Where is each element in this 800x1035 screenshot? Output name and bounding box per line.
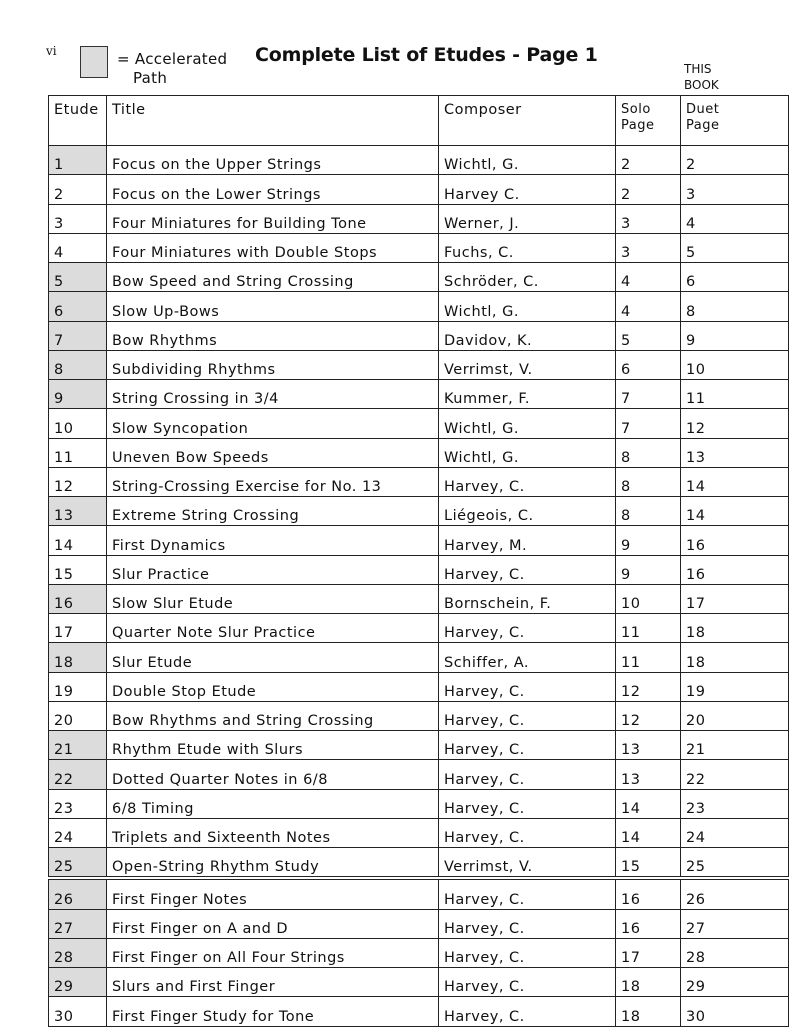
- solo-page-cell: 8: [616, 467, 681, 496]
- table-row: [49, 146, 789, 175]
- etude-title-cell: Open-String Rhythm Study: [107, 848, 439, 879]
- table-row: [49, 263, 789, 292]
- solo-page-cell: 2: [616, 146, 681, 175]
- legend-line-2: Path: [133, 69, 168, 87]
- etude-number-cell: 18: [49, 643, 107, 672]
- composer-cell: Davidov, K.: [439, 321, 616, 350]
- solo-page-cell: 12: [616, 672, 681, 701]
- solo-header-line-2: Page: [621, 118, 655, 133]
- duet-page-cell: 14: [681, 467, 789, 496]
- duet-page-cell: 14: [681, 497, 789, 526]
- etude-number-cell: 23: [49, 789, 107, 818]
- composer-cell: Harvey, C.: [439, 997, 616, 1026]
- table-row: [49, 672, 789, 701]
- solo-page-cell: 15: [616, 848, 681, 879]
- table-row: [49, 350, 789, 379]
- composer-cell: Fuchs, C.: [439, 233, 616, 262]
- page-title: Complete List of Etudes - Page 1: [255, 44, 598, 66]
- composer-cell: Harvey, C.: [439, 760, 616, 789]
- table-row: [49, 968, 789, 997]
- etude-number-cell: 8: [49, 350, 107, 379]
- etude-number-cell: 12: [49, 467, 107, 496]
- duet-page-cell: 5: [681, 233, 789, 262]
- duet-page-cell: 29: [681, 968, 789, 997]
- solo-page-cell: 2: [616, 175, 681, 204]
- etude-title-cell: Four Miniatures for Building Tone: [107, 204, 439, 233]
- etude-title-cell: String-Crossing Exercise for No. 13: [107, 467, 439, 496]
- composer-cell: Wichtl, G.: [439, 146, 616, 175]
- table-row: [49, 175, 789, 204]
- duet-page-cell: 23: [681, 789, 789, 818]
- solo-page-cell: 3: [616, 204, 681, 233]
- solo-page-cell: 4: [616, 263, 681, 292]
- etude-number-cell: 15: [49, 555, 107, 584]
- etude-title-cell: Four Miniatures with Double Stops: [107, 233, 439, 262]
- composer-cell: Liégeois, C.: [439, 497, 616, 526]
- solo-page-cell: 13: [616, 731, 681, 760]
- table-row: [49, 467, 789, 496]
- etude-number-cell: 7: [49, 321, 107, 350]
- etude-number-cell: 22: [49, 760, 107, 789]
- duet-header-line-1: Duet: [686, 102, 720, 117]
- duet-header-line-2: Page: [686, 118, 720, 133]
- composer-cell: Wichtl, G.: [439, 438, 616, 467]
- table-row: [49, 438, 789, 467]
- etude-title-cell: Slur Etude: [107, 643, 439, 672]
- duet-page-cell: 10: [681, 350, 789, 379]
- duet-page-cell: 26: [681, 878, 789, 909]
- composer-cell: Harvey, C.: [439, 818, 616, 847]
- column-header-duet-page: [681, 96, 789, 146]
- duet-page-cell: 2: [681, 146, 789, 175]
- duet-page-cell: 30: [681, 997, 789, 1026]
- solo-page-cell: 9: [616, 555, 681, 584]
- duet-page-cell: 11: [681, 380, 789, 409]
- etude-title-cell: Bow Speed and String Crossing: [107, 263, 439, 292]
- etude-title-cell: Slur Practice: [107, 555, 439, 584]
- solo-page-cell: 3: [616, 233, 681, 262]
- composer-cell: Harvey, C.: [439, 878, 616, 909]
- solo-page-cell: 7: [616, 380, 681, 409]
- solo-page-cell: 11: [616, 643, 681, 672]
- composer-cell: Schiffer, A.: [439, 643, 616, 672]
- etude-number-cell: 30: [49, 997, 107, 1026]
- etude-title-cell: Double Stop Etude: [107, 672, 439, 701]
- solo-page-cell: 16: [616, 909, 681, 938]
- composer-cell: Wichtl, G.: [439, 409, 616, 438]
- column-header-solo-page: [616, 96, 681, 146]
- duet-page-cell: 18: [681, 614, 789, 643]
- etude-title-cell: Slurs and First Finger: [107, 968, 439, 997]
- etude-number-cell: 10: [49, 409, 107, 438]
- composer-cell: Kummer, F.: [439, 380, 616, 409]
- page-number: vi: [46, 44, 57, 58]
- table-header-row: [49, 96, 789, 146]
- etude-number-cell: 21: [49, 731, 107, 760]
- etude-number-cell: 14: [49, 526, 107, 555]
- etude-number-cell: 11: [49, 438, 107, 467]
- etude-number-cell: 1: [49, 146, 107, 175]
- solo-page-cell: 11: [616, 614, 681, 643]
- duet-page-cell: 4: [681, 204, 789, 233]
- composer-cell: Harvey, C.: [439, 672, 616, 701]
- table-body: [49, 146, 789, 1027]
- duet-page-cell: 17: [681, 584, 789, 613]
- etude-title-cell: Triplets and Sixteenth Notes: [107, 818, 439, 847]
- etude-title-cell: 6/8 Timing: [107, 789, 439, 818]
- composer-cell: Harvey, M.: [439, 526, 616, 555]
- etude-title-cell: Focus on the Lower Strings: [107, 175, 439, 204]
- etude-number-cell: 25: [49, 848, 107, 879]
- etude-title-cell: String Crossing in 3/4: [107, 380, 439, 409]
- etude-title-cell: Extreme String Crossing: [107, 497, 439, 526]
- table-row: [49, 643, 789, 672]
- composer-cell: Harvey, C.: [439, 701, 616, 730]
- table-row: [49, 555, 789, 584]
- duet-page-cell: 3: [681, 175, 789, 204]
- solo-page-cell: 16: [616, 878, 681, 909]
- etude-title-cell: Dotted Quarter Notes in 6/8: [107, 760, 439, 789]
- duet-page-cell: 22: [681, 760, 789, 789]
- composer-cell: Verrimst, V.: [439, 848, 616, 879]
- solo-page-cell: 6: [616, 350, 681, 379]
- etude-title-cell: First Dynamics: [107, 526, 439, 555]
- composer-cell: Verrimst, V.: [439, 350, 616, 379]
- composer-cell: Harvey, C.: [439, 614, 616, 643]
- solo-page-cell: 18: [616, 997, 681, 1026]
- solo-page-cell: 14: [616, 789, 681, 818]
- this-book-line-1: THIS: [684, 62, 712, 76]
- table-row: [49, 321, 789, 350]
- table-row: [49, 818, 789, 847]
- solo-page-cell: 9: [616, 526, 681, 555]
- etude-number-cell: 6: [49, 292, 107, 321]
- table-row: [49, 938, 789, 967]
- composer-cell: Bornschein, F.: [439, 584, 616, 613]
- etude-number-cell: 3: [49, 204, 107, 233]
- etude-number-cell: 27: [49, 909, 107, 938]
- composer-cell: Harvey, C.: [439, 789, 616, 818]
- etude-title-cell: Bow Rhythms and String Crossing: [107, 701, 439, 730]
- solo-page-cell: 14: [616, 818, 681, 847]
- duet-page-cell: 21: [681, 731, 789, 760]
- duet-page-cell: 9: [681, 321, 789, 350]
- etude-title-cell: First Finger on All Four Strings: [107, 938, 439, 967]
- solo-page-cell: 4: [616, 292, 681, 321]
- composer-cell: Harvey, C.: [439, 909, 616, 938]
- table-row: [49, 526, 789, 555]
- duet-page-cell: 27: [681, 909, 789, 938]
- duet-page-cell: 24: [681, 818, 789, 847]
- etude-number-cell: 28: [49, 938, 107, 967]
- duet-page-cell: 18: [681, 643, 789, 672]
- table-row: [49, 848, 789, 879]
- etude-number-cell: 26: [49, 878, 107, 909]
- duet-page-cell: 28: [681, 938, 789, 967]
- composer-cell: Harvey, C.: [439, 467, 616, 496]
- legend-label: [117, 50, 227, 88]
- table-row: [49, 204, 789, 233]
- duet-page-cell: 16: [681, 526, 789, 555]
- duet-page-cell: 19: [681, 672, 789, 701]
- etude-title-cell: Slow Slur Etude: [107, 584, 439, 613]
- etude-number-cell: 5: [49, 263, 107, 292]
- etude-title-cell: Uneven Bow Speeds: [107, 438, 439, 467]
- table-row: [49, 584, 789, 613]
- table-row: [49, 789, 789, 818]
- etude-number-cell: 2: [49, 175, 107, 204]
- accelerated-path-swatch: [80, 46, 108, 78]
- duet-page-cell: 12: [681, 409, 789, 438]
- table-row: [49, 909, 789, 938]
- etude-title-cell: First Finger Notes: [107, 878, 439, 909]
- table-row: [49, 233, 789, 262]
- table-row: [49, 497, 789, 526]
- solo-page-cell: 12: [616, 701, 681, 730]
- table-row: [49, 878, 789, 909]
- composer-cell: Harvey, C.: [439, 555, 616, 584]
- etude-title-cell: Bow Rhythms: [107, 321, 439, 350]
- etude-number-cell: 19: [49, 672, 107, 701]
- composer-cell: Schröder, C.: [439, 263, 616, 292]
- composer-cell: Harvey, C.: [439, 968, 616, 997]
- etude-title-cell: First Finger on A and D: [107, 909, 439, 938]
- etudes-table: [48, 95, 789, 1027]
- solo-page-cell: 8: [616, 438, 681, 467]
- duet-page-cell: 20: [681, 701, 789, 730]
- this-book-label: [684, 61, 719, 93]
- solo-page-cell: 8: [616, 497, 681, 526]
- etude-number-cell: 4: [49, 233, 107, 262]
- etude-number-cell: 13: [49, 497, 107, 526]
- duet-page-cell: 8: [681, 292, 789, 321]
- composer-cell: Wichtl, G.: [439, 292, 616, 321]
- etude-number-cell: 17: [49, 614, 107, 643]
- table-row: [49, 760, 789, 789]
- solo-page-cell: 7: [616, 409, 681, 438]
- table-row: [49, 409, 789, 438]
- table-row: [49, 292, 789, 321]
- composer-cell: Harvey, C.: [439, 731, 616, 760]
- etude-title-cell: Quarter Note Slur Practice: [107, 614, 439, 643]
- etude-number-cell: 29: [49, 968, 107, 997]
- etude-title-cell: First Finger Study for Tone: [107, 997, 439, 1026]
- duet-page-cell: 13: [681, 438, 789, 467]
- composer-cell: Harvey C.: [439, 175, 616, 204]
- table-row: [49, 380, 789, 409]
- solo-header-line-1: Solo: [621, 102, 651, 117]
- solo-page-cell: 18: [616, 968, 681, 997]
- composer-cell: Werner, J.: [439, 204, 616, 233]
- solo-page-cell: 13: [616, 760, 681, 789]
- etude-number-cell: 16: [49, 584, 107, 613]
- etude-title-cell: Focus on the Upper Strings: [107, 146, 439, 175]
- solo-page-cell: 10: [616, 584, 681, 613]
- etude-title-cell: Rhythm Etude with Slurs: [107, 731, 439, 760]
- column-header-etude: Etude: [49, 96, 107, 146]
- etude-number-cell: 24: [49, 818, 107, 847]
- etude-title-cell: Slow Up-Bows: [107, 292, 439, 321]
- etude-title-cell: Slow Syncopation: [107, 409, 439, 438]
- table-row: [49, 701, 789, 730]
- column-header-composer: Composer: [439, 96, 616, 146]
- duet-page-cell: 16: [681, 555, 789, 584]
- column-header-title: Title: [107, 96, 439, 146]
- table-row: [49, 997, 789, 1026]
- etude-number-cell: 20: [49, 701, 107, 730]
- duet-page-cell: 25: [681, 848, 789, 879]
- solo-page-cell: 5: [616, 321, 681, 350]
- solo-page-cell: 17: [616, 938, 681, 967]
- table-row: [49, 614, 789, 643]
- legend-line-1: = Accelerated: [117, 50, 228, 68]
- etude-number-cell: 9: [49, 380, 107, 409]
- this-book-line-2: BOOK: [684, 78, 719, 92]
- composer-cell: Harvey, C.: [439, 938, 616, 967]
- etude-title-cell: Subdividing Rhythms: [107, 350, 439, 379]
- duet-page-cell: 6: [681, 263, 789, 292]
- table-row: [49, 731, 789, 760]
